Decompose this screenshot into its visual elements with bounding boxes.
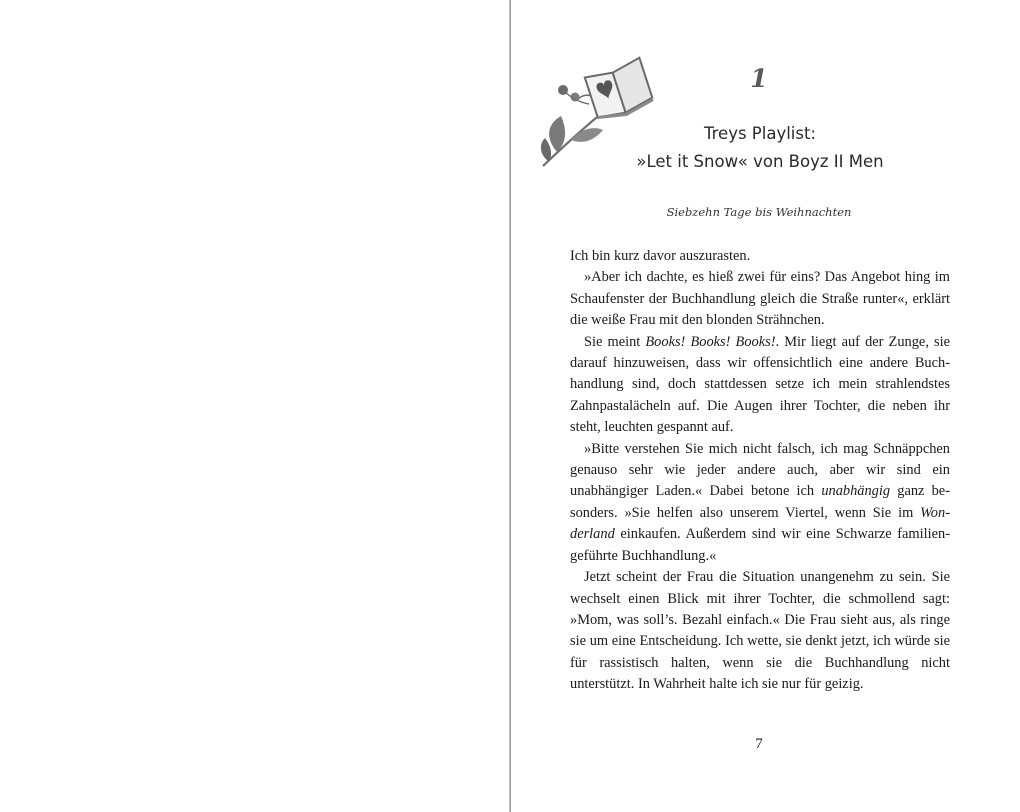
chapter-subheading: Siebzehn Tage bis Weihnachten bbox=[666, 205, 852, 219]
paragraph: Ich bin kurz davor auszurasten. bbox=[570, 248, 751, 264]
body-text bbox=[570, 246, 950, 696]
chapter-title-line2: »Let it Snow« von Boyz II Men bbox=[636, 152, 884, 171]
text-run: »Bitte verstehen Sie mich nicht falsch, ich mag Schnäppchen genauso sehr wie jeder andere auch, aber wir sind ein unabhängiger Laden.« Dabei betone ich bbox=[570, 440, 950, 500]
text-run: Sie meint bbox=[584, 333, 646, 350]
right-page bbox=[511, 0, 1020, 812]
paragraph: »Aber ich dachte, es hieß zwei für eins? Das Angebot hing im Schaufenster der Buchhandlung gleich die Straße runter«, erklärt die weiße Frau mit den blonden Strähnchen. bbox=[570, 269, 950, 329]
text-run: einkaufen. Außerdem sind wir eine Schwarze familiengeführte Buchhandlung.« bbox=[570, 526, 950, 564]
paragraph bbox=[570, 439, 950, 567]
chapter-number: 1 bbox=[750, 64, 768, 93]
paragraph bbox=[570, 332, 950, 439]
chapter-title bbox=[609, 120, 911, 176]
emphasis: Wonderland bbox=[570, 504, 950, 543]
emphasis: Books! Books! Books! bbox=[645, 333, 776, 350]
text-run: . Mir liegt auf der Zunge, sie darauf hinzuweisen, dass wir offensichtlich eine andere Buchhandlung sind, doch stattdessen setze ich mein strahlendstes Zahnpastalächeln auf. Die Augen ihrer Tochter, die neben ihr steht, leuchten gespannt auf. bbox=[570, 333, 951, 436]
text-run: ganz besonders. »Sie helfen also unserem Viertel, wenn Sie im bbox=[570, 483, 950, 521]
chapter-title-line1: Treys Playlist: bbox=[703, 124, 817, 143]
paragraph: Jetzt scheint der Frau die Situation unangenehm zu sein. Sie wechselt einen Blick mit ihrer Tochter, die schmollend sagt: »Mom, was soll’s. Bezahl einfach.« Die Frau sieht aus, als ringe sie um eine Entscheidung. Ich wette, sie denkt jetzt, ich würde sie für rassistisch halten, wenn sie die Buchhandlung nicht unterstützt. In Wahrheit halte ich sie nur für geizig. bbox=[570, 569, 950, 693]
emphasis: unabhängig bbox=[821, 483, 891, 500]
page-number: 7 bbox=[755, 736, 763, 752]
